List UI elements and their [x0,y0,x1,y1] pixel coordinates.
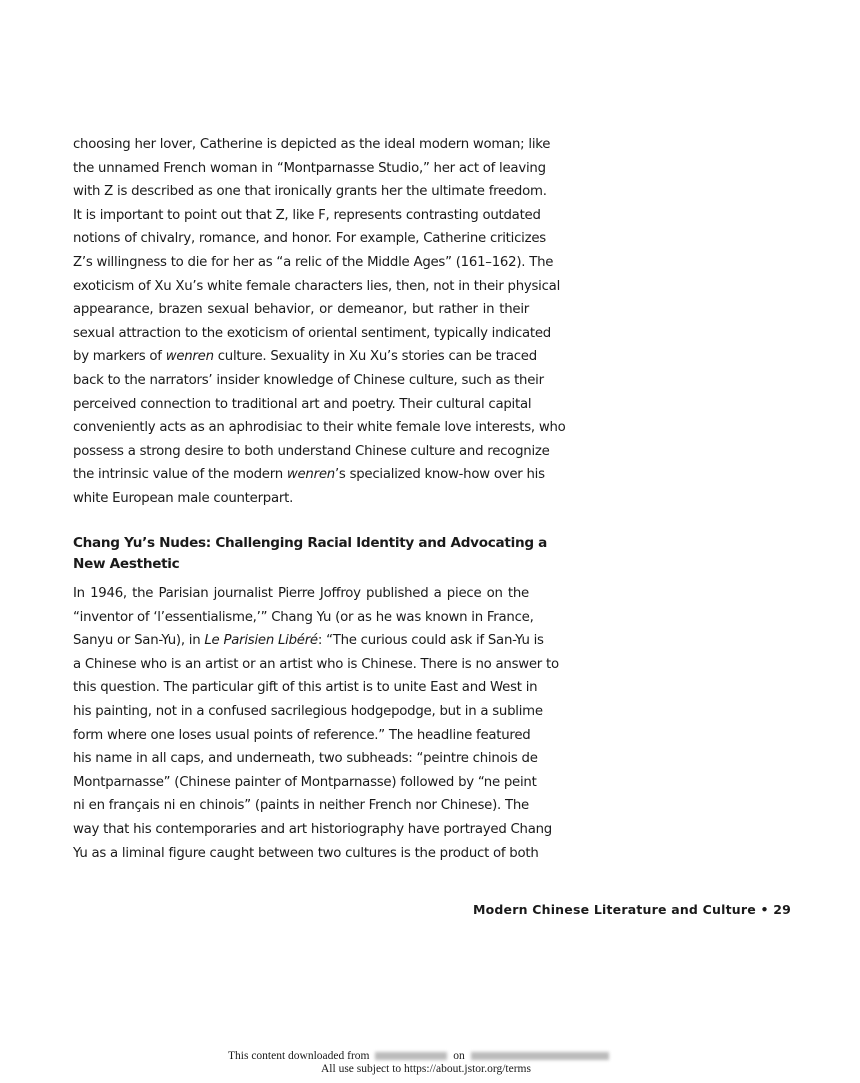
text-run: Montparnasse” (Chinese painter of Montparnasse) followed by “ne peint [73,774,537,790]
text-line [73,275,561,299]
text-line [73,676,538,700]
text-run: his name in all caps, and underneath, two subheads: “peintre chinois de [73,751,538,767]
text-line [73,747,538,771]
text-line [73,724,529,748]
text-run: perceived connection to traditional art and poetry. Their cultural capital [73,396,532,412]
text-line [73,487,529,511]
text-line [73,416,566,440]
text-run: the unnamed French woman in “Montparnasse Studio,” her act of leaving [73,160,546,176]
redacted-timestamp [471,1052,609,1060]
text-line [73,204,541,228]
italic-text: Le Parisien Libéré [204,633,318,649]
redacted-ip-address [375,1052,447,1060]
text-line [73,629,544,653]
text-line [73,700,543,724]
text-run: form where one loses usual points of reference.” The headline featured [73,727,531,743]
text-run: this question. The particular gift of this artist is to unite East and West in [73,680,538,696]
text-line [73,157,546,181]
text-line [73,606,534,630]
text-line [73,369,544,393]
italic-text: wenren [286,467,335,483]
text-run: Yu as a liminal figure caught between two cultures is the product of both [73,845,539,861]
text-line [73,322,551,346]
on-text: on [453,1050,465,1062]
italic-text: wenren [165,349,214,365]
text-run: culture. Sexuality in Xu Xu’s stories can be traced [213,349,537,365]
text-run: “inventor of ‘l’essentialisme,’” Chang Yu (or as he was known in France, [73,609,534,625]
text-run: In 1946, the Parisian journalist Pierre Joffroy published a piece on the [73,586,529,601]
text-run: white European male counterpart. [73,490,294,506]
text-line [73,393,532,417]
text-run: It is important to point out that Z, like F, represents contrasting outdated [73,207,541,223]
text-run: exoticism of Xu Xu’s white female characters lies, then, not in their physical [73,278,561,294]
text-run: appearance, brazen sexual behavior, or demeanor, but rather in their [73,302,529,318]
text-run: Sanyu or San-Yu), in [73,633,205,649]
text-run: ’s specialized know-how over his [334,467,545,483]
section-heading-line: New Aesthetic [73,556,180,572]
text-line [73,298,529,322]
text-line [73,794,529,818]
text-run: Z’s willingness to die for her as “a relic of the Middle Ages” (161–162). The [73,254,554,270]
text-run: the intrinsic value of the modern [73,467,287,483]
text-run: his painting, not in a confused sacrilegious hodgepodge, but in a sublime [73,703,543,719]
text-line [73,842,539,866]
text-line [73,133,551,157]
text-run: back to the narrators’ insider knowledge of Chinese culture, such as their [73,372,544,388]
text-line [73,582,529,606]
section-heading-line: Chang Yu’s Nudes: Challenging Racial Identity and Advocating a [73,535,548,551]
text-line [73,771,537,795]
body-paragraph-2 [73,582,559,865]
text-line [73,653,559,677]
text-run: way that his contemporaries and art historiography have portrayed Chang [73,821,552,837]
text-run: notions of chivalry, romance, and honor. For example, Catherine criticizes [73,231,546,247]
text-line [73,463,545,487]
text-line [73,251,554,275]
text-line [73,818,552,842]
text-run: sexual attraction to the exoticism of oriental sentiment, typically indicated [73,325,551,341]
text-run: choosing her lover, Catherine is depicted as the ideal modern woman; like [73,137,551,152]
text-run: with Z is described as one that ironically grants her the ultimate freedom. [73,184,547,200]
text-line [73,440,550,464]
jstor-terms-text: All use subject to https://about.jstor.org/terms [321,1062,531,1075]
section-heading [73,533,548,575]
text-run: ni en français ni en chinois” (paints in neither French nor Chinese). The [73,798,529,814]
text-run: conveniently acts as an aphrodisiac to their white female love interests, who [73,420,566,436]
body-paragraph-1 [73,133,566,511]
text-line [73,180,547,204]
text-line [73,227,546,251]
text-run: possess a strong desire to both understand Chinese culture and recognize [73,443,550,459]
text-line [73,345,537,369]
text-run: by markers of [73,349,166,365]
text-run: : “The curious could ask if San-Yu is [317,633,544,649]
text-run: a Chinese who is an artist or an artist who is Chinese. There is no answer to [73,656,559,672]
running-footer-page-number: Modern Chinese Literature and Culture • 29 [472,902,791,917]
downloaded-from-text: This content downloaded from [228,1050,370,1062]
